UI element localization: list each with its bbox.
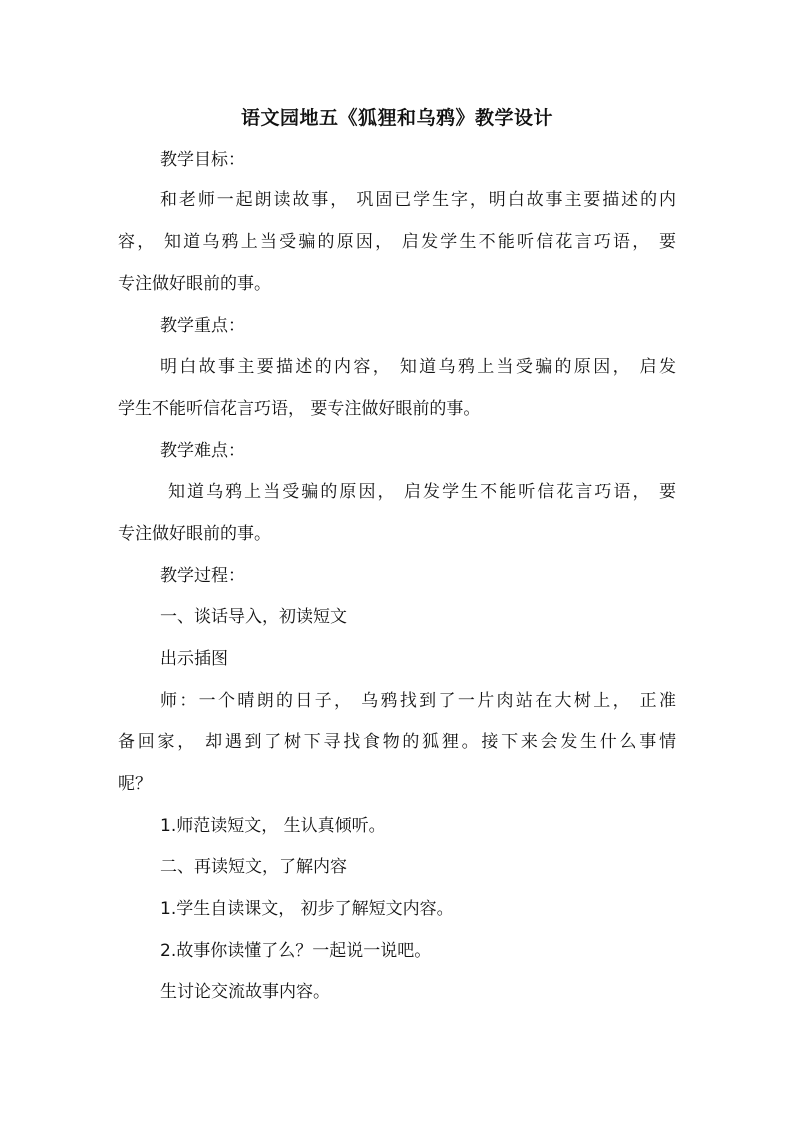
section-heading: 二、再读短文，了解内容 — [160, 857, 347, 877]
objectives-text-line: 容， 知道乌鸦上当受骗的原因， 启发学生不能听信花言巧语， 要 — [118, 232, 676, 252]
difficulty-text-line: 知道乌鸦上当受骗的原因， 启发学生不能听信花言巧语， 要 — [168, 482, 676, 502]
objectives-text-line: 专注做好眼前的事。 — [118, 274, 271, 294]
document-title: 语文园地五《狐狸和乌鸦》教学设计 — [240, 107, 553, 129]
key-points-text-line: 学生不能听信花言巧语， 要专注做好眼前的事。 — [118, 399, 481, 419]
difficulty-text-line: 专注做好眼前的事。 — [118, 524, 271, 544]
step-item: 2.故事你读懂了么？一起说一说吧。 — [160, 941, 432, 961]
objectives-text-line: 和老师一起朗读故事， 巩固已学生字，明白故事主要描述的内 — [160, 190, 676, 210]
step-item: 生讨论交流故事内容。 — [160, 982, 330, 1002]
section-heading: 一、谈话导入，初读短文 — [160, 607, 347, 627]
teacher-speech-line: 师：一个晴朗的日子， 乌鸦找到了一片肉站在大树上， 正准 — [160, 691, 676, 711]
step-item: 1.学生自读课文， 初步了解短文内容。 — [160, 899, 454, 919]
objectives-heading: 教学目标： — [160, 150, 245, 170]
key-points-heading: 教学重点： — [160, 316, 245, 336]
key-points-text-line: 明白故事主要描述的内容， 知道乌鸦上当受骗的原因， 启发 — [160, 357, 676, 377]
difficulty-heading: 教学难点： — [160, 441, 245, 461]
teacher-speech-line: 呢？ — [118, 774, 152, 794]
step-item: 1.师范读短文， 生认真倾听。 — [160, 816, 386, 836]
process-heading: 教学过程： — [160, 566, 245, 586]
show-picture-note: 出示插图 — [160, 649, 228, 669]
teacher-speech-line: 备回家， 却遇到了树下寻找食物的狐狸。接下来会发生什么事情 — [118, 732, 676, 752]
